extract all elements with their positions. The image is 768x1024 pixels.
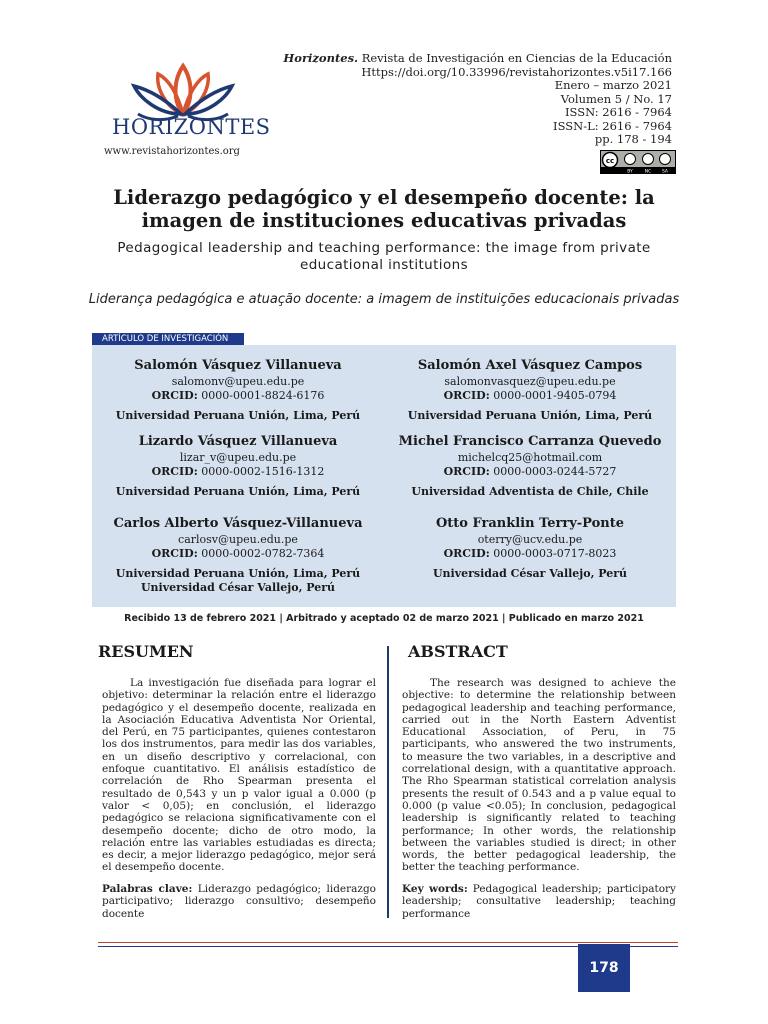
author-name: Salomón Axel Vásquez Campos bbox=[417, 358, 643, 373]
orcid-id: 0000-0002-1516-1312 bbox=[201, 465, 325, 478]
doi-link[interactable]: Https://doi.org/10.33996/revistahorizontes.v5i17.166 bbox=[361, 64, 672, 79]
journal-pages: pp. 178 - 194 bbox=[594, 132, 672, 146]
author-email[interactable]: michelcq25@hotmail.com bbox=[457, 451, 603, 464]
journal-website-link[interactable]: www.revistahorizontes.org bbox=[104, 146, 240, 157]
cc-label-sa: SA bbox=[661, 169, 669, 174]
author-name: Otto Franklin Terry-Ponte bbox=[435, 516, 625, 531]
author-card bbox=[384, 433, 676, 499]
author-email[interactable]: oterry@ucv.edu.pe bbox=[477, 533, 583, 546]
author-orcid[interactable] bbox=[384, 547, 676, 561]
author-name: Salomón Vásquez Villanueva bbox=[134, 358, 342, 373]
orcid-label: ORCID: bbox=[443, 389, 490, 402]
orcid-id: 0000-0003-0717-8023 bbox=[493, 547, 617, 560]
author-orcid[interactable] bbox=[384, 389, 676, 403]
orcid-label: ORCID: bbox=[443, 547, 490, 560]
author-affiliation-secondary: Universidad César Vallejo, Perú bbox=[140, 581, 336, 594]
author-name: Michel Francisco Carranza Quevedo bbox=[398, 434, 662, 449]
author-affiliation: Universidad Peruana Unión, Lima, Perú bbox=[115, 485, 361, 498]
abstract-heading: ABSTRACT bbox=[408, 642, 508, 661]
author-card bbox=[384, 357, 676, 423]
journal-issn: ISSN: 2616 - 7964 bbox=[564, 105, 672, 119]
keywords-label: Palabras clave: bbox=[102, 883, 193, 895]
author-affiliation: Universidad Peruana Unión, Lima, Perú bbox=[115, 409, 361, 422]
abstract-paragraph bbox=[402, 677, 676, 874]
keywords-label: Key words: bbox=[402, 883, 468, 895]
author-affiliation: Universidad Adventista de Chile, Chile bbox=[411, 485, 649, 498]
keywords-text: Pedagogical leadership; participatory leadership; consultative leadership; teaching performance bbox=[402, 883, 676, 920]
page-number: 178 bbox=[578, 944, 630, 992]
journal-volume: Volumen 5 / No. 17 bbox=[560, 91, 672, 106]
journal-period: Enero – marzo 2021 bbox=[554, 78, 672, 92]
author-name: Lizardo Vásquez Villanueva bbox=[138, 434, 338, 449]
journal-header bbox=[232, 52, 672, 147]
journal-logo-text: HORIZONTES bbox=[112, 115, 271, 139]
author-orcid[interactable] bbox=[92, 547, 384, 561]
publication-dates: Recibido 13 de febrero 2021 | Arbitrado y aceptado 02 de marzo 2021 | Publicado en marzo 2021 bbox=[124, 613, 644, 624]
author-orcid[interactable] bbox=[92, 389, 384, 403]
cc-label-nc: NC bbox=[644, 169, 652, 174]
author-orcid[interactable] bbox=[92, 465, 384, 479]
keywords-text: Liderazgo pedagógico; liderazgo participativo; liderazgo consultivo; desempeño docente bbox=[102, 883, 377, 920]
authors-box bbox=[92, 345, 676, 607]
author-email[interactable]: salomonv@upeu.edu.pe bbox=[171, 375, 305, 388]
author-name: Carlos Alberto Vásquez-Villanueva bbox=[113, 516, 363, 531]
author-email[interactable]: salomonvasquez@upeu.edu.pe bbox=[444, 375, 616, 388]
orcid-label: ORCID: bbox=[151, 547, 198, 560]
orcid-label: ORCID: bbox=[151, 389, 198, 402]
cc-by-nc-sa-icon[interactable] bbox=[600, 150, 676, 174]
author-email[interactable]: carlosv@upeu.edu.pe bbox=[178, 533, 298, 546]
article-type-badge: ARTÍCULO DE INVESTIGACIÓN bbox=[92, 333, 244, 345]
article-title-english: Pedagogical leadership and teaching performance: the image from private educational institutions bbox=[117, 240, 651, 273]
resumen-paragraph bbox=[102, 677, 376, 874]
footer-rule-accent bbox=[98, 942, 678, 943]
journal-title-line bbox=[232, 52, 672, 66]
resumen-text: La investigación fue diseñada para lograr el objetivo: determinar la relación entre el liderazgo pedagógico y el desempeño docente, realizada en la Asociación Educativa Adventista Nor Oriental, del Perú, en 75 participantes, quienes contestaron los dos instrumentos, para medir las dos variables, en un diseño descriptivo y correlacional, con enfoque cuantitativo. El análisis estadístico de correlación de Rho Spearman presenta el resultado de 0,543 y un p valor igual a 0.000 (p valor < 0,05); en conclusión, el liderazgo pedagógico se relaciona significativamente con el desempeño docente; dicho de otro modo, la relación entre las variables estudiadas es directa; es decir, a mejor liderazgo pedagógico, mejor será el desempeño docente. bbox=[102, 677, 376, 874]
author-card bbox=[92, 433, 384, 499]
orcid-label: ORCID: bbox=[151, 465, 198, 478]
journal-issn-l: ISSN-L: 2616 - 7964 bbox=[553, 118, 672, 133]
author-card bbox=[384, 515, 676, 581]
journal-name: Horizontes. bbox=[283, 51, 359, 65]
svg-text:cc: cc bbox=[605, 157, 615, 165]
abstract-keywords bbox=[402, 883, 676, 920]
cc-label-by: BY bbox=[627, 169, 633, 174]
column-divider bbox=[387, 646, 389, 918]
author-orcid[interactable] bbox=[384, 465, 676, 479]
author-email[interactable]: lizar_v@upeu.edu.pe bbox=[179, 451, 297, 464]
resumen-heading: RESUMEN bbox=[98, 642, 194, 661]
author-affiliation: Universidad César Vallejo, Perú bbox=[432, 567, 628, 580]
orcid-id: 0000-0002-0782-7364 bbox=[201, 547, 325, 560]
orcid-id: 0000-0001-8824-6176 bbox=[201, 389, 325, 402]
article-title: Liderazgo pedagógico y el desempeño docente: la imagen de instituciones educativas privadas bbox=[113, 186, 655, 232]
author-affiliation: Universidad Peruana Unión, Lima, Perú bbox=[115, 567, 361, 580]
author-card bbox=[92, 357, 384, 423]
author-card bbox=[92, 515, 384, 595]
orcid-label: ORCID: bbox=[443, 465, 490, 478]
journal-full-name: Revista de Investigación en Ciencias de la Educación bbox=[358, 51, 672, 65]
orcid-id: 0000-0001-9405-0794 bbox=[493, 389, 617, 402]
author-affiliation: Universidad Peruana Unión, Lima, Perú bbox=[407, 409, 653, 422]
article-title-portuguese: Liderança pedagógica e atuação docente: a imagem de instituições educacionais privadas bbox=[88, 292, 680, 307]
abstract-text: The research was designed to achieve the objective: to determine the relationship between pedagogical leadership and teaching performance, carried out in the North Eastern Adventist Educational Association, of Peru, in 75 participants, who answered the two instruments, to measure the two variables, in a descriptive and correlational design, with a quantitative approach. The Rho Spearman statistical correlation analysis presents the result of 0.543 and a p value equal to 0.000 (p value <0.05); In conclusion, pedagogical leadership is significantly related to teaching performance; In other words, the relationship between the variables studied is direct; in other words, the better pedagogical leadership, the better the teaching performance. bbox=[402, 677, 676, 874]
orcid-id: 0000-0003-0244-5727 bbox=[493, 465, 617, 478]
resumen-keywords bbox=[102, 883, 376, 920]
